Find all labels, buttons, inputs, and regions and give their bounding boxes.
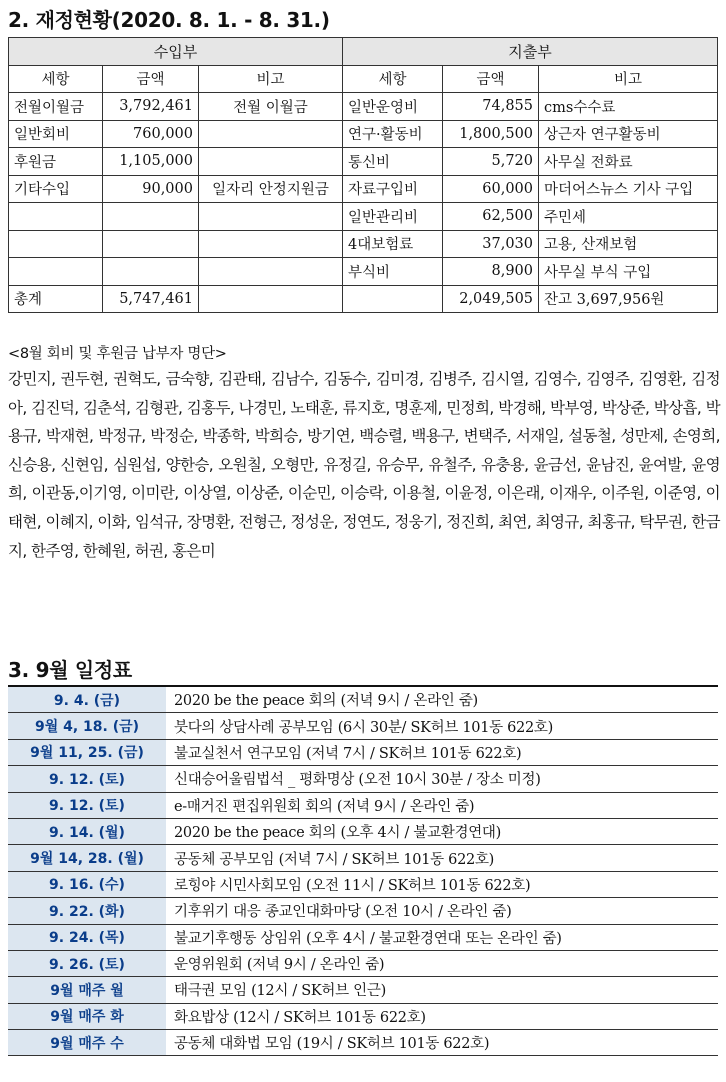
income-amount: 760,000 bbox=[103, 120, 199, 148]
income-amount: 1,105,000 bbox=[103, 148, 199, 176]
income-amount: 90,000 bbox=[103, 175, 199, 203]
finance-total-row bbox=[9, 285, 718, 313]
schedule-row bbox=[8, 818, 718, 844]
schedule-row bbox=[8, 792, 718, 818]
schedule-date: 9월 4, 18. (금) bbox=[8, 713, 166, 739]
expense-amount: 62,500 bbox=[443, 203, 539, 231]
income-note bbox=[199, 258, 343, 286]
schedule-row bbox=[8, 1003, 718, 1029]
finance-section-title: 2. 재정현황(2020. 8. 1. - 8. 31.) bbox=[8, 8, 330, 32]
schedule-row bbox=[8, 739, 718, 765]
expense-note: 고용, 산재보험 bbox=[539, 230, 718, 258]
expense-item: 통신비 bbox=[343, 148, 443, 176]
schedule-row bbox=[8, 713, 718, 739]
total-expense-note: 잔고 3,697,956원 bbox=[539, 285, 718, 313]
expense-note: 사무실 전화료 bbox=[539, 148, 718, 176]
schedule-date: 9. 22. (화) bbox=[8, 898, 166, 924]
finance-row bbox=[9, 148, 718, 176]
income-item: 전월이월금 bbox=[9, 93, 103, 121]
finance-row bbox=[9, 175, 718, 203]
income-header: 수입부 bbox=[9, 38, 343, 66]
schedule-date: 9월 매주 화 bbox=[8, 1003, 166, 1029]
income-note bbox=[199, 120, 343, 148]
expense-note: cms수수료 bbox=[539, 93, 718, 121]
expense-item: 일반운영비 bbox=[343, 93, 443, 121]
income-item: 후원금 bbox=[9, 148, 103, 176]
schedule-description: 2020 be the peace 회의 (저녁 9시 / 온라인 줌) bbox=[166, 686, 718, 713]
income-item bbox=[9, 230, 103, 258]
finance-header-row bbox=[9, 38, 718, 66]
expense-amount: 37,030 bbox=[443, 230, 539, 258]
schedule-row bbox=[8, 924, 718, 950]
expense-note: 상근자 연구활동비 bbox=[539, 120, 718, 148]
finance-row bbox=[9, 120, 718, 148]
schedule-date: 9. 26. (토) bbox=[8, 950, 166, 976]
donor-names: 강민지, 권두현, 권혁도, 금숙향, 김관태, 김남수, 김동수, 김미경, 김병주, 김시열, 김영수, 김영주, 김영환, 김정아, 김진덕, 김춘석, 김형관, 김홍두, 나경민, 노태훈, 류지호, 명훈제, 민정희, 박경해, 박부영, 박상준, 박상흡, 박용규, 박재현, 박정규, 박정순, 박종학, 박희승, 방기연, 백승렬, 백용구, 변택주, 서재일, 설동철, 성만제, 손영희, 신승용, 신현임, 심원섭, 양한승, 오원칠, 오형만, 유정길, 유승무, 유철주, 유충용, 윤금선, 윤남진, 윤여발, 윤영희, 이관동,이기영, 이미란, 이상열, 이상준, 이순민, 이승락, 이용철, 이윤정, 이은래, 이재우, 이주원, 이준영, 이태현, 이혜지, 이화, 임석규, 장명환, 전형근, 정성운, 정연도, 정웅기, 정진희, 최연, 최영규, 최홍규, 탁무권, 한금지, 한주영, 한혜원, 허권, 홍은미 bbox=[8, 370, 720, 560]
income-note bbox=[199, 148, 343, 176]
finance-row bbox=[9, 230, 718, 258]
schedule-row bbox=[8, 845, 718, 871]
schedule-description: 2020 be the peace 회의 (오후 4시 / 불교환경연대) bbox=[166, 818, 718, 844]
expense-note: 사무실 부식 구입 bbox=[539, 258, 718, 286]
schedule-description: 화요밥상 (12시 / SK허브 101동 622호) bbox=[166, 1003, 718, 1029]
schedule-description: 로힝야 시민사회모임 (오전 11시 / SK허브 101동 622호) bbox=[166, 871, 718, 897]
income-item-header: 세항 bbox=[9, 65, 103, 93]
schedule-row bbox=[8, 977, 718, 1003]
donor-list-heading: <8월 회비 및 후원금 납부자 명단> bbox=[8, 346, 227, 362]
income-note-header: 비고 bbox=[199, 65, 343, 93]
expense-item: 부식비 bbox=[343, 258, 443, 286]
income-item: 일반회비 bbox=[9, 120, 103, 148]
schedule-date: 9. 4. (금) bbox=[8, 686, 166, 713]
income-note bbox=[199, 203, 343, 231]
total-income-amount: 5,747,461 bbox=[103, 285, 199, 313]
income-item bbox=[9, 258, 103, 286]
schedule-description: 공동체 공부모임 (저녁 7시 / SK허브 101동 622호) bbox=[166, 845, 718, 871]
schedule-section-title: 3. 9월 일정표 bbox=[8, 658, 132, 682]
finance-row bbox=[9, 93, 718, 121]
expense-amount: 5,720 bbox=[443, 148, 539, 176]
schedule-date: 9. 12. (토) bbox=[8, 792, 166, 818]
income-item: 기타수입 bbox=[9, 175, 103, 203]
income-amount bbox=[103, 230, 199, 258]
schedule-description: 기후위기 대응 종교인대화마당 (오전 10시 / 온라인 줌) bbox=[166, 898, 718, 924]
finance-column-header-row bbox=[9, 65, 718, 93]
expense-note: 주민세 bbox=[539, 203, 718, 231]
schedule-row bbox=[8, 1030, 718, 1056]
finance-row bbox=[9, 203, 718, 231]
expense-amount: 74,855 bbox=[443, 93, 539, 121]
expense-item: 4대보험료 bbox=[343, 230, 443, 258]
expense-note-header: 비고 bbox=[539, 65, 718, 93]
expense-item: 연구·활동비 bbox=[343, 120, 443, 148]
schedule-date: 9월 14, 28. (월) bbox=[8, 845, 166, 871]
total-income-note bbox=[199, 285, 343, 313]
expense-amount: 60,000 bbox=[443, 175, 539, 203]
total-expense-amount: 2,049,505 bbox=[443, 285, 539, 313]
total-income-item: 총계 bbox=[9, 285, 103, 313]
income-amount-header: 금액 bbox=[103, 65, 199, 93]
total-expense-item bbox=[343, 285, 443, 313]
schedule-row bbox=[8, 898, 718, 924]
schedule-date: 9월 11, 25. (금) bbox=[8, 739, 166, 765]
finance-row bbox=[9, 258, 718, 286]
expense-header: 지출부 bbox=[343, 38, 718, 66]
schedule-description: 불교기후행동 상임위 (오후 4시 / 불교환경연대 또는 온라인 줌) bbox=[166, 924, 718, 950]
schedule-date: 9. 24. (목) bbox=[8, 924, 166, 950]
income-amount: 3,792,461 bbox=[103, 93, 199, 121]
schedule-description: 태극권 모임 (12시 / SK허브 인근) bbox=[166, 977, 718, 1003]
schedule-date: 9. 14. (월) bbox=[8, 818, 166, 844]
schedule-description: 신대승어울림법석 _ 평화명상 (오전 10시 30분 / 장소 미정) bbox=[166, 766, 718, 792]
schedule-row bbox=[8, 950, 718, 976]
expense-amount: 1,800,500 bbox=[443, 120, 539, 148]
income-item bbox=[9, 203, 103, 231]
schedule-description: 붓다의 상담사례 공부모임 (6시 30분/ SK허브 101동 622호) bbox=[166, 713, 718, 739]
expense-item-header: 세항 bbox=[343, 65, 443, 93]
income-note: 일자리 안정지원금 bbox=[199, 175, 343, 203]
expense-item: 자료구입비 bbox=[343, 175, 443, 203]
expense-note: 마더어스뉴스 기사 구입 bbox=[539, 175, 718, 203]
income-note: 전월 이월금 bbox=[199, 93, 343, 121]
schedule-table bbox=[8, 685, 718, 1056]
schedule-date: 9. 16. (수) bbox=[8, 871, 166, 897]
income-note bbox=[199, 230, 343, 258]
schedule-row bbox=[8, 686, 718, 713]
finance-table bbox=[8, 37, 718, 313]
schedule-date: 9월 매주 월 bbox=[8, 977, 166, 1003]
donor-list bbox=[8, 342, 720, 565]
schedule-date: 9. 12. (토) bbox=[8, 766, 166, 792]
expense-amount: 8,900 bbox=[443, 258, 539, 286]
income-amount bbox=[103, 203, 199, 231]
schedule-description: 운영위원회 (저녁 9시 / 온라인 줌) bbox=[166, 950, 718, 976]
expense-amount-header: 금액 bbox=[443, 65, 539, 93]
schedule-row bbox=[8, 766, 718, 792]
schedule-description: 불교실천서 연구모임 (저녁 7시 / SK허브 101동 622호) bbox=[166, 739, 718, 765]
schedule-description: e-매거진 편집위원회 회의 (저녁 9시 / 온라인 줌) bbox=[166, 792, 718, 818]
schedule-date: 9월 매주 수 bbox=[8, 1030, 166, 1056]
expense-item: 일반관리비 bbox=[343, 203, 443, 231]
schedule-description: 공동체 대화법 모임 (19시 / SK허브 101동 622호) bbox=[166, 1030, 718, 1056]
schedule-row bbox=[8, 871, 718, 897]
income-amount bbox=[103, 258, 199, 286]
